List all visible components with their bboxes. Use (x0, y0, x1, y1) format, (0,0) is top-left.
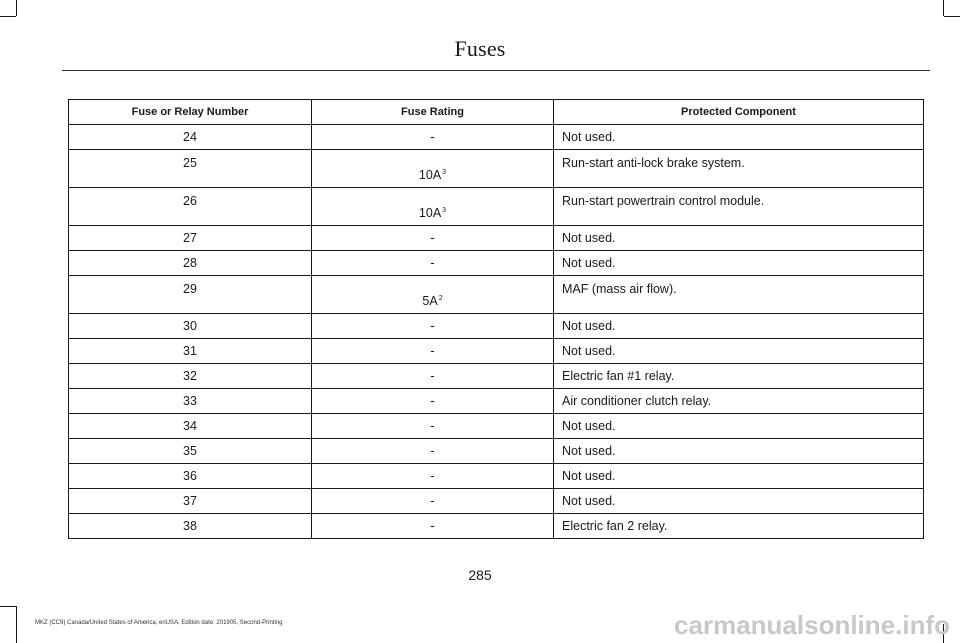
fuse-rating-cell (312, 439, 554, 464)
fuse-rating-cell (312, 464, 554, 489)
crop-mark-top-left-h (0, 16, 16, 17)
footer-edition-info: MKZ (CC9) Canada/United States of America, enUSA, Edition date: 201905, Second-Printing (35, 620, 283, 626)
crop-mark-bottom-left-v (16, 606, 17, 643)
column-header-protected-component: Protected Component (554, 100, 924, 125)
table-row (69, 125, 924, 150)
fuse-number-cell: 26 (69, 188, 312, 226)
column-header-fuse-rating: Fuse Rating (312, 100, 554, 125)
crop-mark-top-right-h (944, 16, 960, 17)
protected-component-cell: Not used. (554, 251, 924, 276)
fuse-number-cell: 35 (69, 439, 312, 464)
fuse-number-cell: 34 (69, 414, 312, 439)
fuse-number-cell: 28 (69, 251, 312, 276)
fuse-rating-cell (312, 389, 554, 414)
fuse-rating-cell (312, 514, 554, 539)
fuse-rating-value: - (430, 469, 435, 483)
fuse-number-cell: 25 (69, 150, 312, 188)
protected-component-cell: Not used. (554, 414, 924, 439)
fuse-rating-cell (312, 364, 554, 389)
fuse-rating-cell (312, 150, 554, 188)
title-divider (62, 70, 930, 71)
fuse-rating-cell (312, 339, 554, 364)
fuse-rating-value: - (430, 231, 435, 245)
fuse-rating-value: - (430, 519, 435, 533)
crop-mark-bottom-left-h (0, 606, 16, 607)
page-number: 285 (468, 567, 492, 583)
table-row (69, 226, 924, 251)
fuse-rating-value: - (430, 444, 435, 458)
fuse-rating-value: - (430, 369, 435, 383)
crop-mark-top-left-v (16, 0, 17, 16)
protected-component-cell: Not used. (554, 226, 924, 251)
fuse-number-cell: 30 (69, 314, 312, 339)
watermark: carmanualsonline.info (674, 610, 950, 640)
fuse-rating-value: - (430, 419, 435, 433)
table-row (69, 389, 924, 414)
table-row (69, 276, 924, 314)
protected-component-cell: Electric fan #1 relay. (554, 364, 924, 389)
table-row (69, 464, 924, 489)
fuse-number-cell: 31 (69, 339, 312, 364)
fuse-number-cell: 37 (69, 489, 312, 514)
table-row (69, 514, 924, 539)
fuse-number-cell: 38 (69, 514, 312, 539)
protected-component-cell: Not used. (554, 439, 924, 464)
fuse-number-cell: 29 (69, 276, 312, 314)
fuse-rating-cell (312, 314, 554, 339)
fuse-rating-footnote: 3 (442, 168, 447, 176)
crop-mark-top-right-v (943, 0, 944, 16)
fuse-rating-value: 10A (418, 168, 442, 182)
fuse-rating-footnote: 2 (438, 294, 443, 302)
protected-component-cell: Not used. (554, 464, 924, 489)
fuse-rating-cell (312, 226, 554, 251)
table-header-row (69, 100, 924, 125)
protected-component-cell: Run-start anti-lock brake system. (554, 150, 924, 188)
protected-component-cell: Not used. (554, 339, 924, 364)
fuse-rating-value: 10A (418, 206, 442, 220)
table-row (69, 314, 924, 339)
fuse-rating-value: - (430, 394, 435, 408)
table-row (69, 150, 924, 188)
fuse-number-cell: 33 (69, 389, 312, 414)
column-header-fuse-number: Fuse or Relay Number (69, 100, 312, 125)
protected-component-cell: Run-start powertrain control module. (554, 188, 924, 226)
table-row (69, 439, 924, 464)
fuse-rating-cell (312, 188, 554, 226)
table-row (69, 251, 924, 276)
table-row (69, 364, 924, 389)
table-body (69, 125, 924, 539)
fuse-number-cell: 32 (69, 364, 312, 389)
protected-component-cell: MAF (mass air flow). (554, 276, 924, 314)
fuse-rating-footnote: 3 (442, 206, 447, 214)
protected-component-cell: Not used. (554, 125, 924, 150)
protected-component-cell: Not used. (554, 314, 924, 339)
fuse-rating-cell (312, 251, 554, 276)
protected-component-cell: Not used. (554, 489, 924, 514)
fuse-rating-value: 5A (422, 294, 438, 308)
table-row (69, 339, 924, 364)
table-row (69, 414, 924, 439)
fuse-rating-value: - (430, 494, 435, 508)
fuse-rating-value: - (430, 256, 435, 270)
fuse-rating-cell (312, 125, 554, 150)
fuse-number-cell: 24 (69, 125, 312, 150)
fuse-rating-cell (312, 489, 554, 514)
fuse-number-cell: 27 (69, 226, 312, 251)
page-title: Fuses (454, 36, 506, 61)
fuse-rating-value: - (430, 130, 435, 144)
fuse-rating-value: - (430, 319, 435, 333)
fuse-number-cell: 36 (69, 464, 312, 489)
protected-component-cell: Electric fan 2 relay. (554, 514, 924, 539)
fuse-rating-value: - (430, 344, 435, 358)
table-row (69, 188, 924, 226)
protected-component-cell: Air conditioner clutch relay. (554, 389, 924, 414)
fuse-rating-cell (312, 414, 554, 439)
fuse-table (68, 99, 924, 539)
table-row (69, 489, 924, 514)
fuse-rating-cell (312, 276, 554, 314)
